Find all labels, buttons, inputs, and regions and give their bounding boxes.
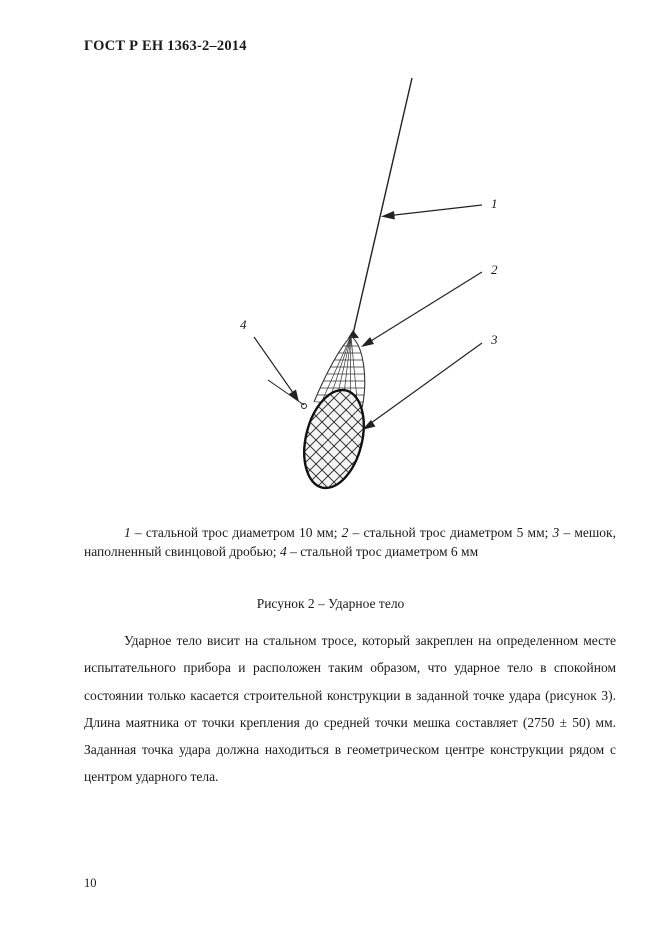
arrowhead-1 (381, 211, 395, 220)
main-cable (353, 78, 412, 334)
callout-label-1: 1 (491, 196, 498, 211)
legend-text-3: – мешок, наполненный свинцовой дробью; (84, 525, 616, 559)
leader-3 (367, 343, 482, 426)
legend-text-2: – стальной трос диаметром 5 мм; (348, 525, 553, 540)
body-text (84, 627, 616, 791)
legend-number-4: 4 (279, 544, 287, 559)
legend-text-1: – стальной трос диаметром 10 мм; (130, 525, 342, 540)
document-header: ГОСТ Р ЕН 1363-2–2014 (84, 38, 247, 54)
callout-label-4: 4 (240, 317, 247, 332)
legend-text-4: – стальной трос диаметром 6 мм (286, 544, 479, 559)
callout-label-3: 3 (491, 332, 498, 347)
legend-number-3: 3 (552, 525, 560, 540)
legend-number-1: 1 (124, 525, 131, 540)
leader-2 (366, 272, 482, 344)
shot-bag (280, 284, 400, 520)
leader-4 (254, 337, 296, 397)
leader-lines (254, 205, 482, 430)
side-cable-ring (302, 404, 307, 409)
legend-number-2: 2 (341, 525, 349, 540)
figure-caption: Рисунок 2 – Ударное тело (256, 596, 405, 611)
callout-label-2: 2 (491, 262, 498, 277)
page-number: 10 (84, 876, 97, 890)
leader-1 (386, 205, 482, 216)
arrowhead-2 (361, 337, 374, 347)
figure-legend (84, 523, 616, 561)
body-paragraph: Ударное тело висит на стальном тросе, который закреплен на определенном месте испытательного прибора и расположен таким образом, что ударное тело в спокойном состоянии только касается строительной конструкции в заданной точке удара (рисунок 3). Длина маятника от точки крепления до средней точки мешка составляет (2750 ± 50) мм. Заданная точка удара должна находиться в геометрическом центре конструкции рядом с центром ударного тела. (84, 633, 616, 785)
